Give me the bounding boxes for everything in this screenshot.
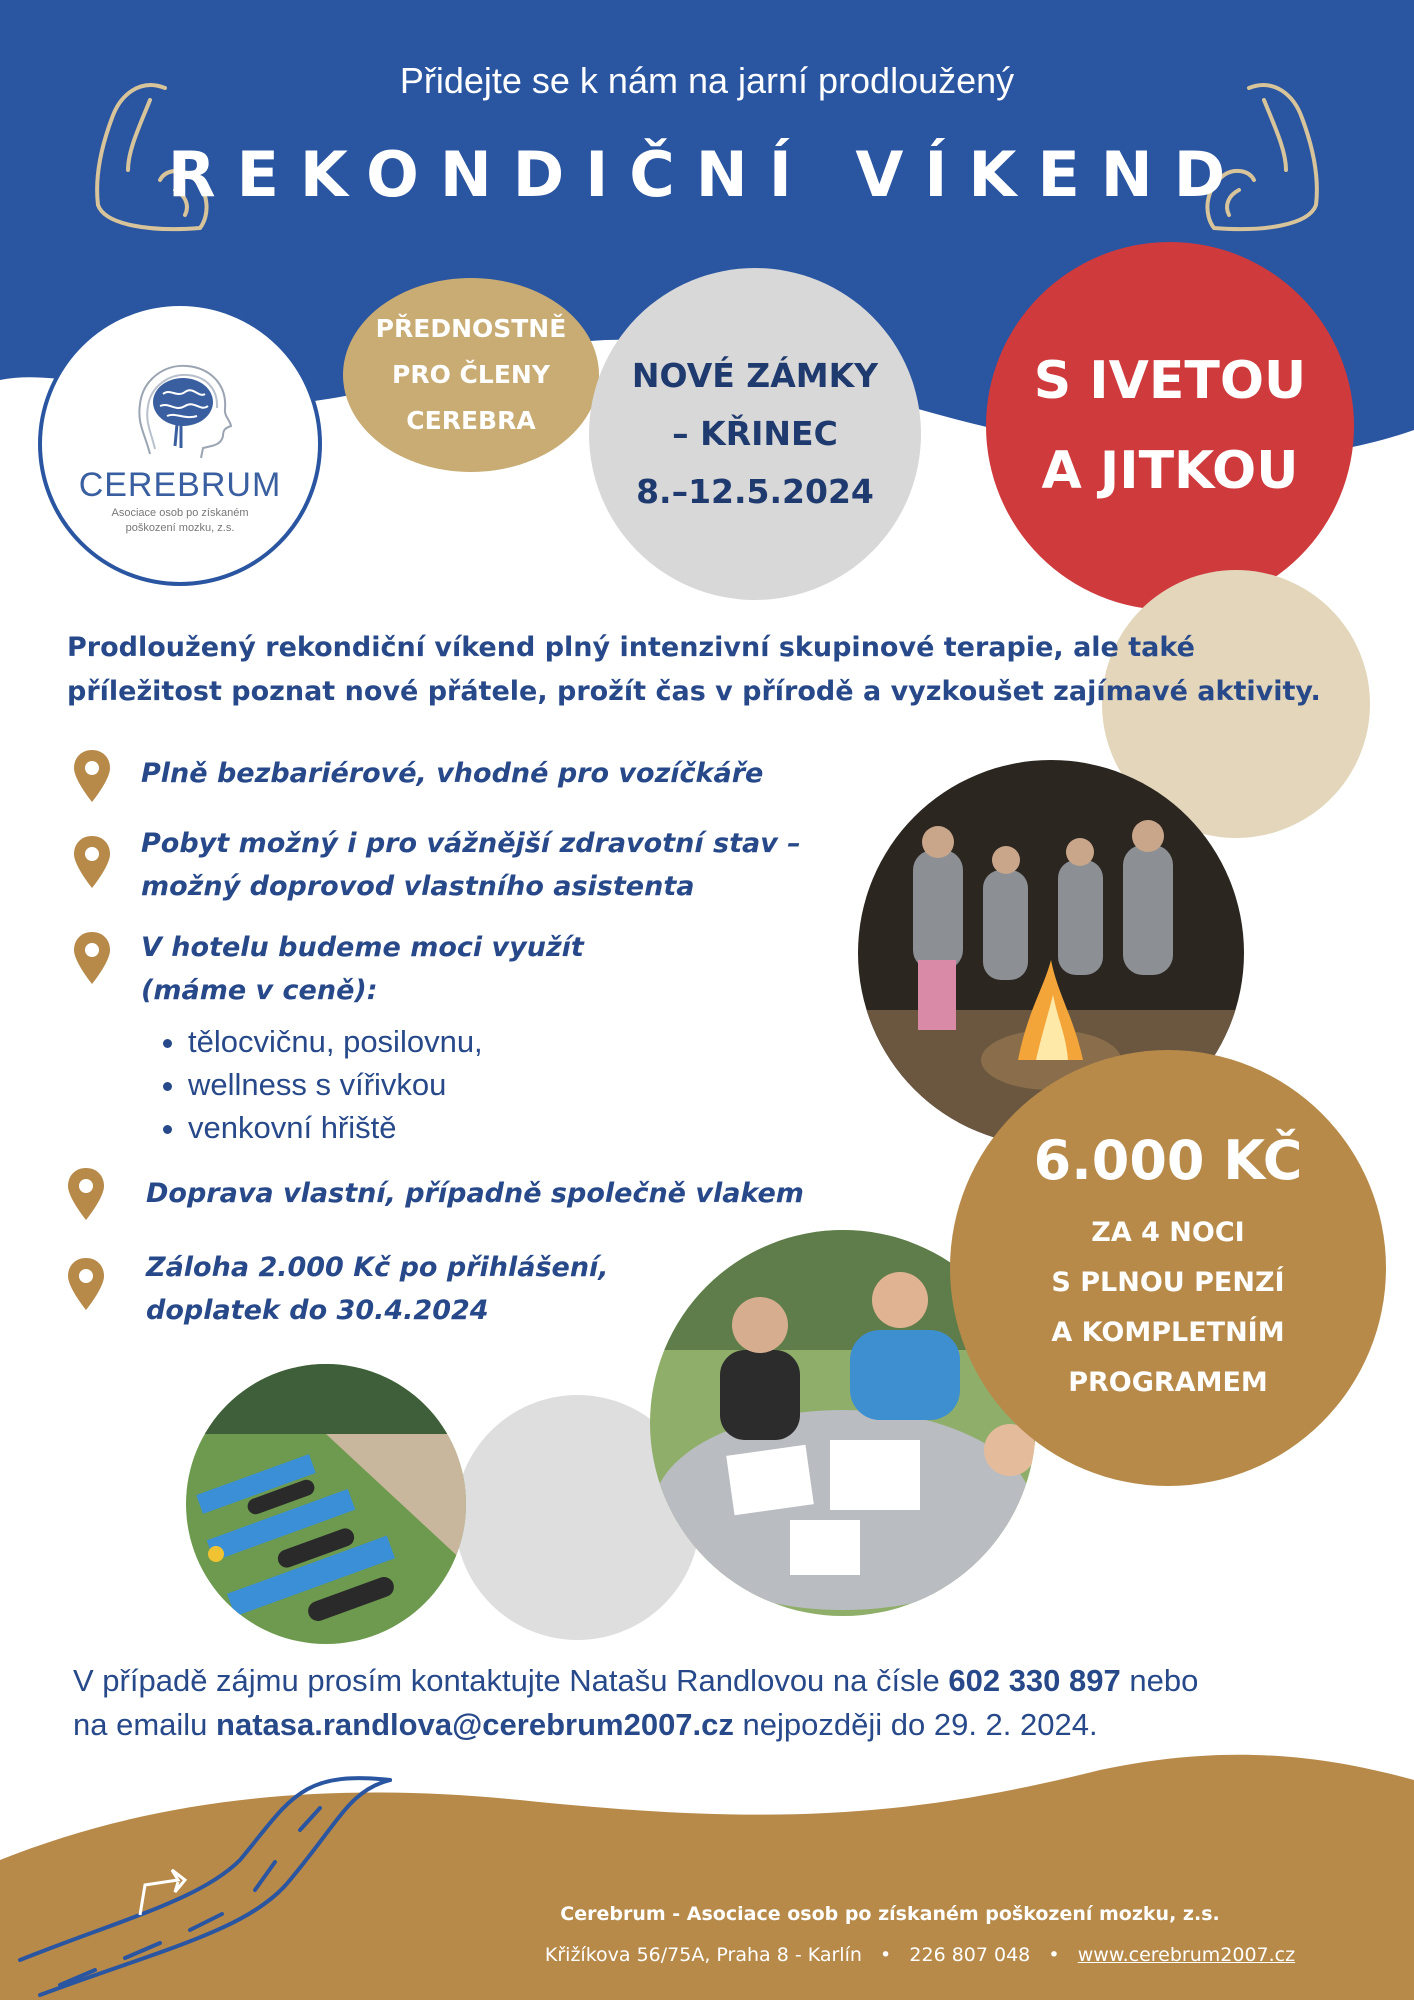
contact-text: na emailu	[73, 1707, 217, 1742]
feature-text: Záloha 2.000 Kč po přihlášení,	[146, 1252, 609, 1283]
price-detail-line3: A KOMPLETNÍM	[1051, 1316, 1285, 1348]
footer-address-line	[520, 1944, 1320, 1966]
location-pin-icon	[72, 834, 112, 890]
feature-text: Plně bezbariérové, vhodné pro vozíčkáře	[141, 758, 764, 789]
feature-deposit	[146, 1246, 746, 1332]
contact-email-link[interactable]: natasa.randlova@cerebrum2007.cz	[216, 1707, 734, 1742]
members-line2: PRO ČLENY	[392, 360, 550, 389]
footer-separator: •	[1048, 1944, 1060, 1966]
feature-health	[141, 822, 901, 908]
contact-text: nebo	[1120, 1663, 1199, 1698]
feature-text: možný doprovod vlastního asistenta	[141, 871, 695, 902]
leaders-line1: S IVETOU	[1033, 351, 1307, 411]
cerebrum-logo	[38, 302, 322, 586]
place-line1: NOVÉ ZÁMKY	[631, 356, 879, 395]
brain-head-icon	[115, 354, 245, 464]
description	[67, 626, 1387, 714]
members-badge	[343, 278, 599, 472]
feature-transport	[146, 1172, 946, 1215]
list-item: • tělocvičnu, posilovnu,	[188, 1020, 483, 1063]
logo-subtitle-line2: poškození mozku, z.s.	[125, 521, 235, 534]
price-detail-line2: S PLNOU PENZÍ	[1051, 1266, 1285, 1298]
feature-hotel	[141, 926, 841, 1012]
price-badge	[950, 1050, 1386, 1486]
price-detail-line4: PROGRAMEM	[1068, 1366, 1268, 1398]
price-amount: 6.000 KČ	[1033, 1128, 1303, 1192]
feature-text: doplatek do 30.4.2024	[146, 1295, 489, 1326]
logo-name: CEREBRUM	[78, 465, 282, 504]
logo-subtitle-line1: Asociace osob po získaném	[111, 506, 249, 519]
feature-text: Pobyt možný i pro vážnější zdravotní stav –	[141, 828, 801, 859]
members-line1: PŘEDNOSTNĚ	[375, 314, 567, 343]
location-pin-icon	[66, 1256, 106, 1312]
list-item: • venkovní hřiště	[188, 1106, 483, 1149]
contact-line1	[73, 1659, 1373, 1703]
leaders-line2: A JITKOU	[1041, 441, 1299, 501]
feature-accessibility	[141, 752, 901, 795]
footer-separator: •	[880, 1944, 892, 1966]
contact-text: V případě zájmu prosím kontaktujte Natašu Randlovou na čísle	[73, 1663, 949, 1698]
description-line2: příležitost poznat nové přátele, prožít čas v přírodě a vyzkoušet zajímavé aktivity.	[67, 676, 1321, 707]
contact-text: nejpozději do 29. 2. 2024.	[733, 1707, 1098, 1742]
amenities-list	[152, 1020, 483, 1149]
page-title: REKONDIČNÍ VÍKEND	[167, 138, 1247, 211]
footer-phone[interactable]: 226 807 048	[909, 1944, 1031, 1966]
feature-text: V hotelu budeme moci využít	[141, 932, 584, 963]
location-pin-icon	[72, 748, 112, 804]
footer-website-link[interactable]: www.cerebrum2007.cz	[1077, 1944, 1296, 1966]
place-line2: – KŘINEC	[672, 414, 838, 453]
description-line1: Prodloužený rekondiční víkend plný intenzivní skupinové terapie, ale také	[67, 632, 1195, 663]
location-pin-icon	[66, 1166, 106, 1222]
list-item: • wellness s vířivkou	[188, 1063, 483, 1106]
members-line3: CEREBRA	[406, 406, 536, 435]
place-date-badge	[589, 268, 921, 600]
feature-text: Doprava vlastní, případně společně vlakem	[146, 1178, 804, 1209]
feature-text: (máme v ceně):	[141, 975, 378, 1006]
contact-phone[interactable]: 602 330 897	[948, 1663, 1121, 1698]
footer-organization: Cerebrum - Asociace osob po získaném poškození mozku, z.s.	[560, 1903, 1220, 1925]
footer-address: Křižíkova 56/75A, Praha 8 - Karlín	[544, 1944, 862, 1966]
contact-line2	[73, 1703, 1373, 1747]
contact-info	[73, 1659, 1373, 1747]
price-detail-line1: ZA 4 NOCI	[1091, 1216, 1245, 1248]
leaders-badge	[986, 242, 1354, 610]
outdoor-exercise-photo	[186, 1364, 466, 1644]
intro-text: Přidejte se k nám na jarní prodloužený	[399, 60, 1015, 101]
location-pin-icon	[72, 930, 112, 986]
date-line: 8.–12.5.2024	[636, 472, 874, 511]
